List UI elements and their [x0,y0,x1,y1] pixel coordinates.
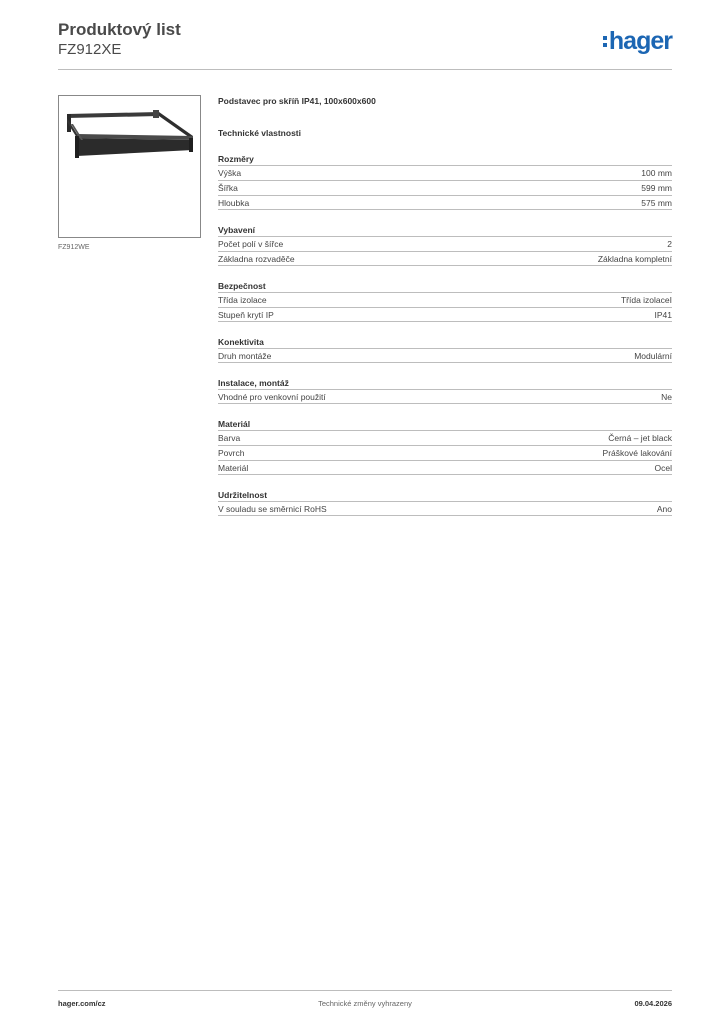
table-row [218,307,672,322]
row-value: Třída izolaceI [620,295,672,305]
website-link[interactable]: hager.com/cz [58,999,106,1008]
table-row [218,389,672,404]
row-label: Hloubka [218,198,250,208]
row-value: Černá – jet black [608,433,672,443]
row-label: Základna rozvaděče [218,254,295,264]
row-label: Šířka [218,183,238,193]
product-details [218,95,672,516]
table-row [218,348,672,363]
table-row [218,165,672,180]
table-row [218,445,672,460]
section-installation [218,377,672,404]
section-safety [218,280,672,322]
section-title: Konektivita [218,337,264,347]
row-value: IP41 [654,310,672,320]
row-value: 100 mm [641,168,672,178]
section-title: Instalace, montáž [218,378,289,388]
section-title: Materiál [218,419,251,429]
section-material [218,418,672,475]
row-label: Druh montáže [218,351,272,361]
row-value: Ocel [654,463,672,473]
table-row [218,460,672,475]
table-row [218,501,672,516]
page-header [58,20,672,70]
base-frame-icon [59,96,200,237]
table-row [218,251,672,266]
row-label: Povrch [218,448,245,458]
section-title: Bezpečnost [218,281,266,291]
table-row [218,236,672,251]
logo-dots-icon [603,36,607,47]
row-value: 2 [667,239,672,249]
section-sustainability [218,489,672,516]
row-value: Ano [656,504,672,514]
image-caption: FZ912WE [58,244,90,251]
technical-properties-heading: Technické vlastnosti [218,128,301,138]
row-label: Výška [218,168,242,178]
product-image [58,95,201,238]
table-row [218,292,672,307]
section-title: Rozměry [218,154,254,164]
row-value: Modulární [634,351,672,361]
product-name: Podstavec pro skříň IP41, 100x600x600 [218,96,376,106]
table-row [218,195,672,210]
row-value: Základna kompletní [597,254,672,264]
row-label: Třída izolace [218,295,267,305]
section-connectivity [218,336,672,363]
row-label: Počet polí v šířce [218,239,284,249]
section-title: Udržitelnost [218,490,268,500]
row-label: Stupeň krytí IP [218,310,274,320]
row-value: Ne [661,392,672,402]
document-date: 09.04.2026 [634,999,672,1008]
row-value: 599 mm [641,183,672,193]
row-label: Vhodné pro venkovní použití [218,392,326,402]
row-label: V souladu se směrnicí RoHS [218,504,327,514]
row-value: 575 mm [641,198,672,208]
section-title: Vybavení [218,225,256,235]
section-dimensions [218,153,672,210]
row-label: Materiál [218,463,249,473]
page-title: Produktový list [58,20,181,39]
hager-logo [603,28,672,54]
table-row [218,430,672,445]
logo-text: hager [608,27,672,55]
row-value: Práškové lakování [602,448,672,458]
page-footer [58,990,672,1010]
product-code: FZ912XE [58,41,122,58]
row-label: Barva [218,433,241,443]
table-row [218,180,672,195]
disclaimer-text: Technické změny vyhrazeny [318,999,412,1008]
section-equipment [218,224,672,266]
